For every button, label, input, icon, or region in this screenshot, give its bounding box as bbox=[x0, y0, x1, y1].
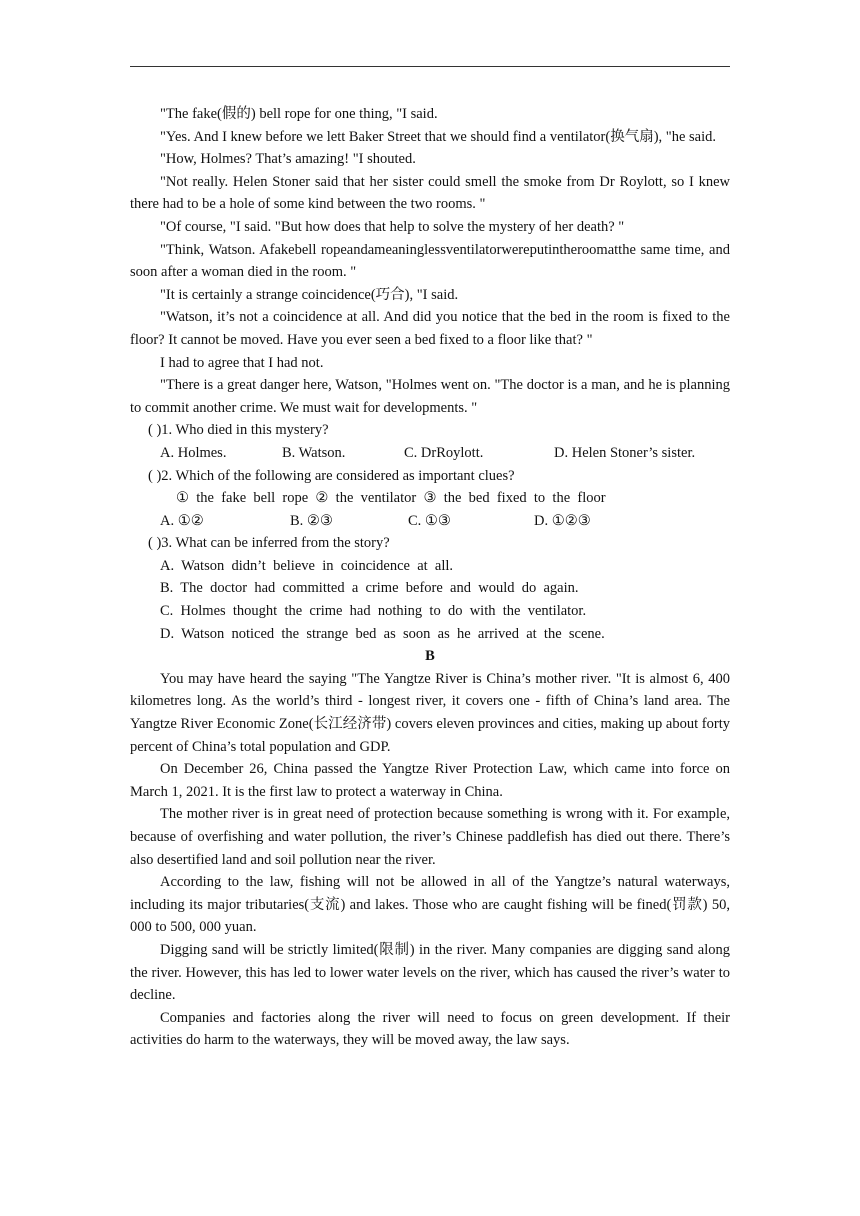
question-1-option-d: D. Helen Stoner’s sister. bbox=[554, 444, 696, 461]
question-3-option-a: A. Watson didn’t believe in coincidence at all. bbox=[160, 557, 454, 574]
question-3-option-d: D. Watson noticed the strange bed as soon as he arrived at the scene. bbox=[160, 625, 605, 642]
passage-b-paragraph-3: The mother river is in great need of protection because something is wrong with it. For example, because of overfishing and water pollution, the river’s Chinese paddlefish has died out there. There’s also desertified land and soil pollution near the river. bbox=[130, 806, 730, 868]
question-2-stem: ( )2. Which of the following are considered as important clues? bbox=[148, 467, 515, 484]
passage-a-paragraph-3: "How, Holmes? That’s amazing! "I shouted. bbox=[160, 151, 416, 168]
question-1-option-c: C. DrRoylott. bbox=[404, 444, 484, 461]
passage-a-paragraph-8: "Watson, it’s not a coincidence at all. And did you notice that the bed in the room is fixed to the floor? It cannot be moved. Have you ever seen a bed fixed to a floor like that? " bbox=[130, 309, 730, 348]
question-2-options bbox=[160, 510, 730, 533]
passage-b-paragraph-2: On December 26, China passed the Yangtze River Protection Law, which came into force on March 1, 2021. It is the first law to protect a waterway in China. bbox=[130, 761, 730, 800]
question-1-stem: ( )1. Who died in this mystery? bbox=[148, 422, 329, 439]
question-2-option-c: C. ①③ bbox=[408, 512, 451, 529]
question-1-option-a: A. Holmes. bbox=[160, 444, 227, 461]
passage-a-paragraph-7: "It is certainly a strange coincidence(巧合), "I said. bbox=[160, 286, 459, 303]
question-2-option-a: A. ①② bbox=[160, 512, 204, 529]
question-3-option-c: C. Holmes thought the crime had nothing to do with the ventilator. bbox=[160, 603, 587, 620]
question-1-options bbox=[160, 442, 730, 465]
passage-b-paragraph-1: You may have heard the saying "The Yangtze River is China’s mother river. "It is almost 6, 400 kilometres long. As the world’s third - longest river, it covers one - fifth of China’s land area. The Yangtze River Economic Zone(长江经济带) covers eleven provinces and cities, making up about forty percent of China’s total population and GDP. bbox=[130, 670, 730, 755]
passage-b-paragraph-5: Digging sand will be strictly limited(限制) in the river. Many companies are digging sand along the river. However, this has led to lower water levels on the river, which has caused the river’s water to decline. bbox=[130, 941, 730, 1004]
question-3-option-b: B. The doctor had committed a crime before and would do again. bbox=[160, 580, 579, 597]
passage-a-paragraph-6: "Think, Watson. Afakebell ropeandameaninglessventilatorwereputintheroomatthe same time, and soon after a woman died in the room. " bbox=[130, 241, 730, 281]
header-rule bbox=[130, 66, 730, 67]
section-b-heading: B bbox=[425, 648, 435, 665]
passage-a-paragraph-9: I had to agree that I had not. bbox=[160, 354, 324, 371]
passage-b-paragraph-6: Companies and factories along the river will need to focus on green development. If their activities do harm to the waterways, they will be moved away, the law says. bbox=[130, 1009, 730, 1049]
document-page bbox=[130, 103, 730, 1052]
passage-a-paragraph-4: "Not really. Helen Stoner said that her sister could smell the smoke from Dr Roylott, so I knew there had to be a hole of some kind between the two rooms. " bbox=[130, 173, 730, 213]
passage-a-paragraph-1: "The fake(假的) bell rope for one thing, "I said. bbox=[160, 106, 438, 122]
question-2-option-b: B. ②③ bbox=[290, 512, 333, 529]
question-2-clues: ① the fake bell rope ② the ventilator ③ the bed fixed to the floor bbox=[176, 490, 606, 507]
question-3-stem: ( )3. What can be inferred from the story? bbox=[148, 535, 390, 552]
question-1-option-b: B. Watson. bbox=[282, 444, 346, 461]
passage-b-paragraph-4: According to the law, fishing will not be allowed in all of the Yangtze’s natural waterways, including its major tributaries(支流) and lakes. Those who are caught fishing will be fined(罚款) 50, 000 to 500, 000 yuan. bbox=[130, 874, 730, 936]
question-2-option-d: D. ①②③ bbox=[534, 512, 591, 529]
passage-a-paragraph-2: "Yes. And I knew before we lett Baker Street that we should find a ventilator(换气扇), "he said. bbox=[160, 128, 716, 145]
passage-a-paragraph-10: "There is a great danger here, Watson, "Holmes went on. "The doctor is a man, and he is planning to commit another crime. We must wait for developments. " bbox=[130, 377, 730, 416]
passage-a-paragraph-5: "Of course, "I said. "But how does that help to solve the mystery of her death? " bbox=[160, 218, 625, 235]
